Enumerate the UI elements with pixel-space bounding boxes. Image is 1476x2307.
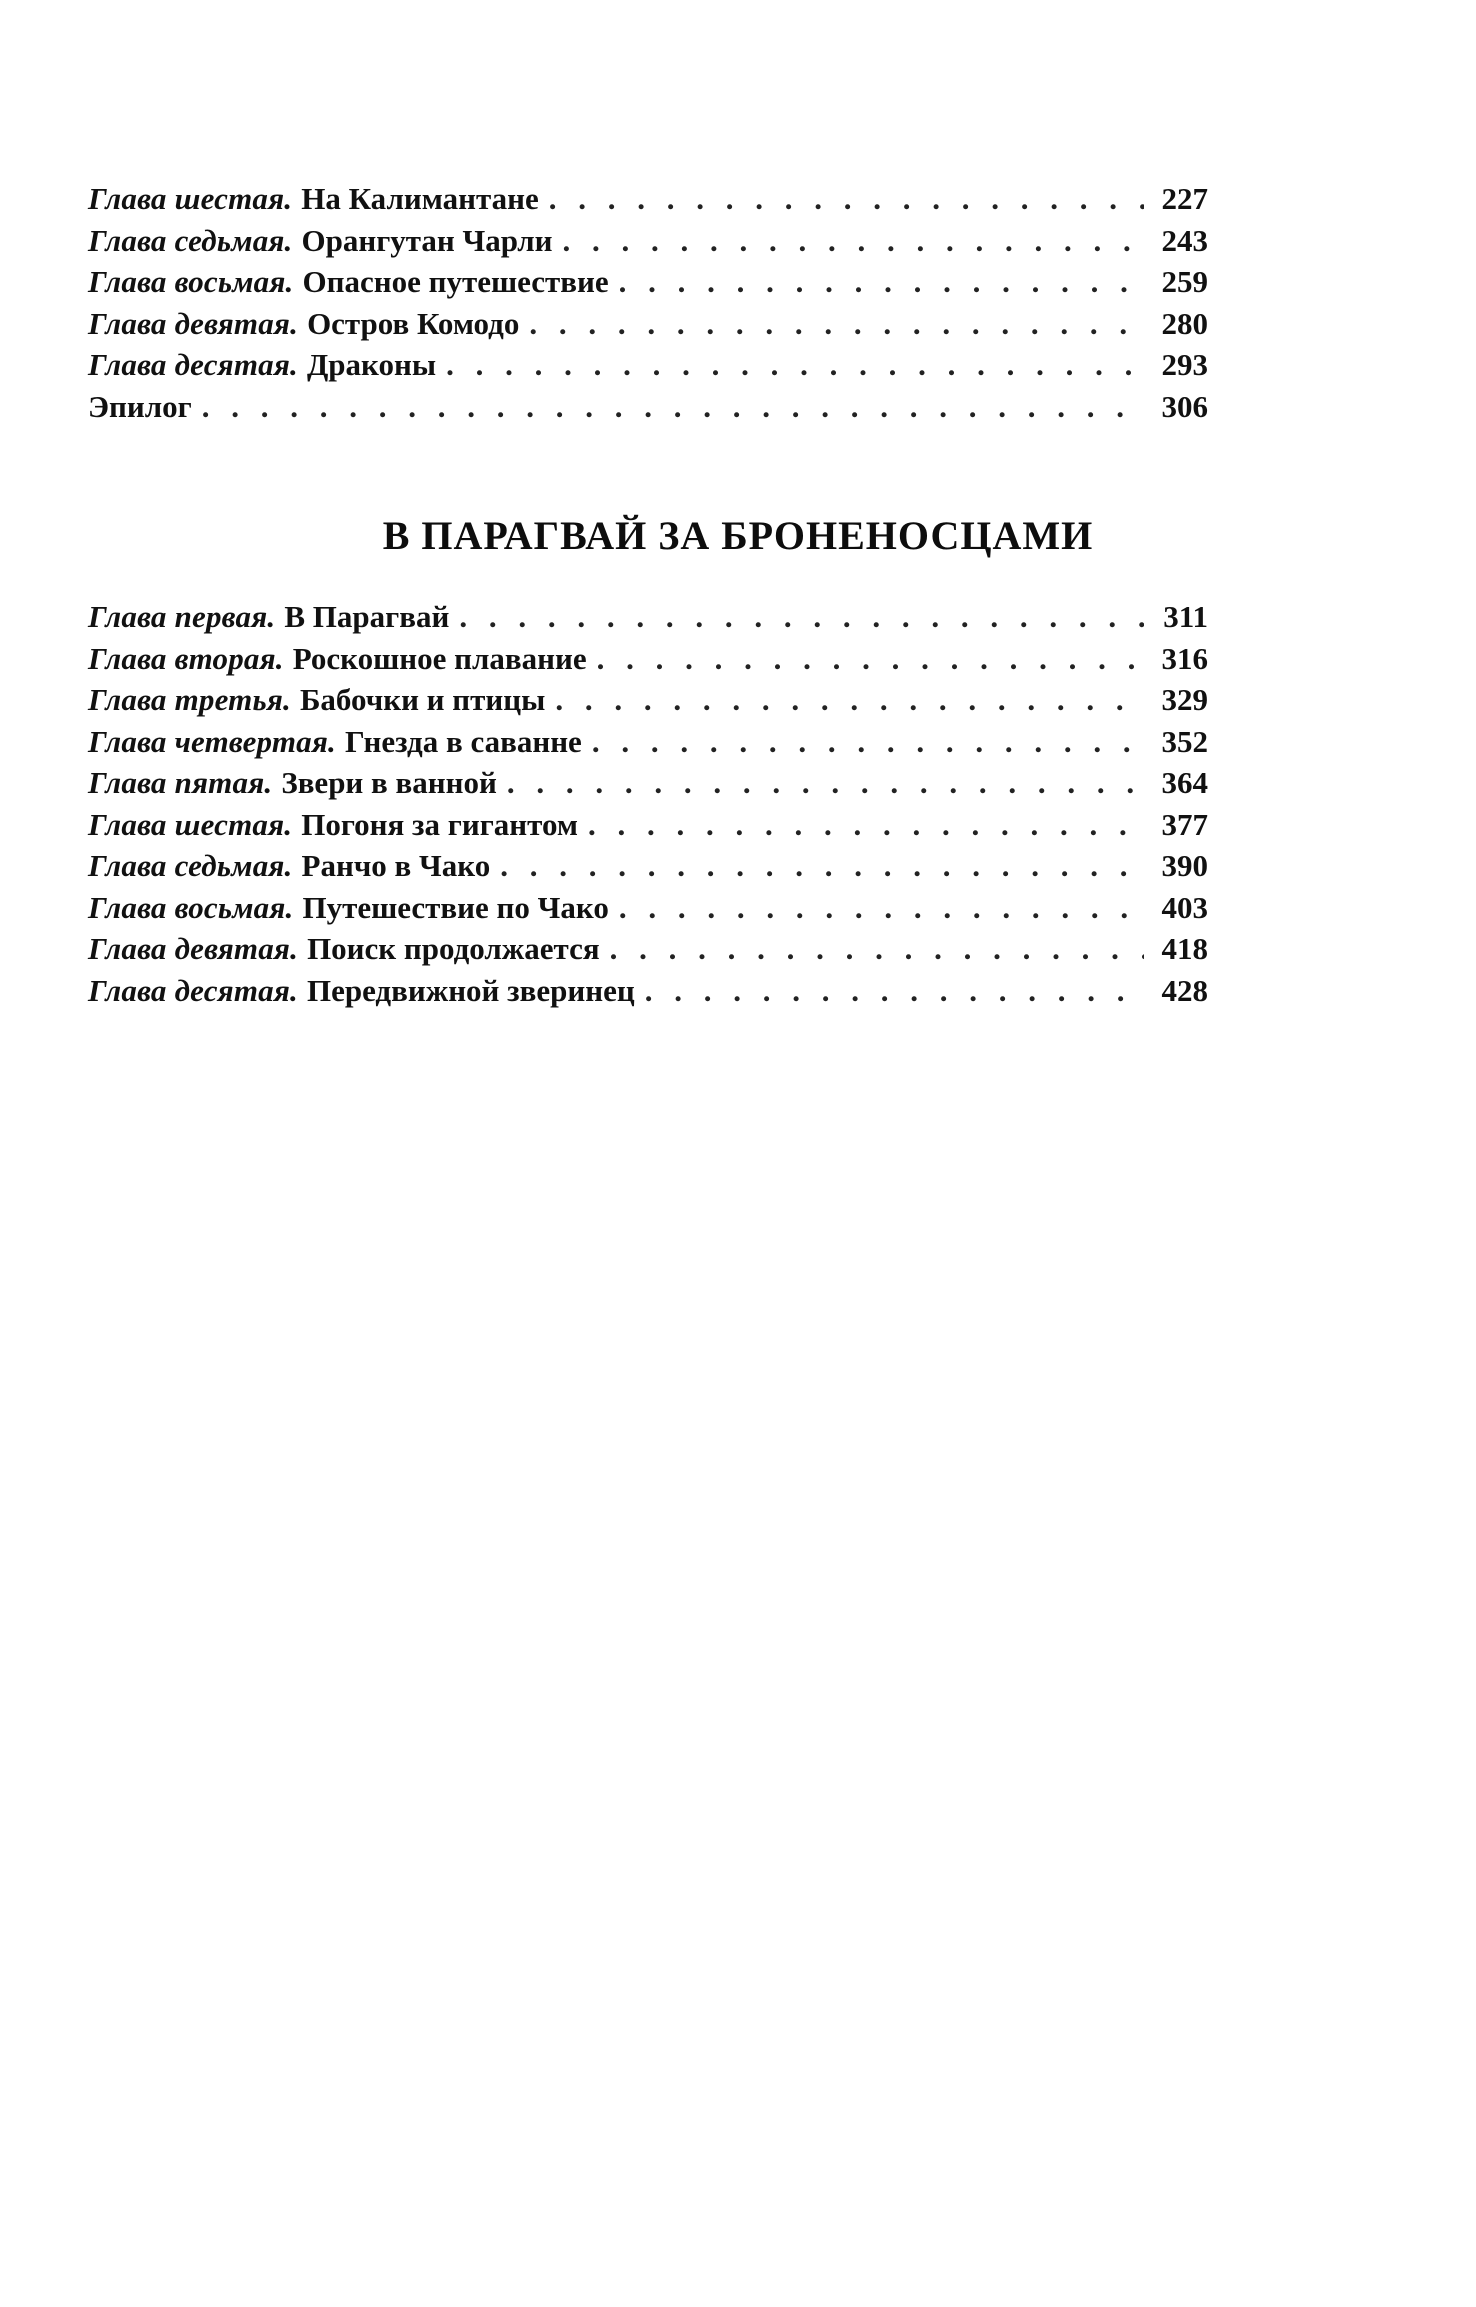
dot-leader	[592, 721, 1144, 763]
chapter-label: Глава шестая.	[88, 806, 293, 842]
page-number: 306	[1161, 388, 1208, 424]
page-number: 428	[1161, 972, 1208, 1008]
toc-entry	[88, 178, 1208, 220]
page-number: 403	[1161, 889, 1208, 925]
chapter-label: Глава девятая.	[88, 931, 299, 966]
page-number: 329	[1161, 682, 1208, 717]
chapter-title: Гнезда в саванне	[344, 723, 582, 759]
page-number: 418	[1161, 931, 1208, 966]
chapter-label: Глава пятая.	[88, 765, 273, 800]
toc-entry	[88, 887, 1208, 929]
dot-leader	[549, 178, 1144, 220]
toc-entry	[88, 344, 1208, 386]
chapter-title: Орангутан Чарли	[301, 222, 553, 258]
chapter-label: Глава седьмая.	[88, 222, 293, 258]
chapter-title: Передвижной зверинец	[306, 972, 635, 1008]
dot-leader	[619, 887, 1144, 929]
page-number: 311	[1163, 599, 1208, 634]
toc-entry	[88, 970, 1208, 1012]
toc-entry	[88, 804, 1208, 846]
page-number: 390	[1161, 848, 1208, 883]
chapter-label: Глава четвертая.	[88, 723, 336, 759]
page-number: 259	[1161, 264, 1208, 299]
chapter-title: Звери в ванной	[281, 765, 497, 800]
page-number: 316	[1161, 640, 1208, 676]
chapter-title: Бабочки и птицы	[299, 682, 546, 717]
dot-leader	[459, 596, 1144, 638]
toc-part-one	[88, 178, 1208, 427]
toc-entry	[88, 721, 1208, 763]
chapter-title: Драконы	[306, 347, 437, 382]
toc-entry-epilogue	[88, 386, 1208, 428]
chapter-title: Погоня за гигантом	[301, 806, 578, 842]
section-heading: В ПАРАГВАЙ ЗА БРОНЕНОСЦАМИ	[382, 513, 1094, 558]
page-number: 280	[1161, 305, 1208, 341]
toc-entry	[88, 928, 1208, 970]
toc-entry	[88, 261, 1208, 303]
chapter-label: Глава восьмая.	[88, 264, 294, 299]
chapter-title: В Парагвай	[284, 599, 450, 634]
dot-leader	[529, 303, 1144, 345]
chapter-title: Остров Комодо	[307, 305, 520, 341]
toc-entry	[88, 303, 1208, 345]
page-number: 293	[1161, 347, 1208, 382]
dot-leader	[597, 638, 1144, 680]
chapter-title: Роскошное плавание	[292, 640, 587, 676]
chapter-title: Поиск продолжается	[307, 931, 600, 966]
chapter-title: На Калимантане	[301, 181, 539, 216]
chapter-label: Глава шестая.	[88, 181, 293, 216]
dot-leader	[500, 845, 1144, 887]
toc-entry	[88, 220, 1208, 262]
page-number: 377	[1161, 806, 1208, 842]
page-number: 227	[1161, 181, 1208, 216]
chapter-title: Опасное путешествие	[302, 264, 609, 299]
page-number: 364	[1161, 765, 1208, 800]
chapter-title: Эпилог	[88, 388, 192, 424]
toc-entry	[88, 845, 1208, 887]
toc-entry	[88, 762, 1208, 804]
chapter-label: Глава восьмая.	[88, 889, 294, 925]
dot-leader	[645, 970, 1144, 1012]
chapter-label: Глава седьмая.	[88, 848, 293, 883]
chapter-label: Глава третья.	[88, 682, 291, 717]
dot-leader	[446, 344, 1144, 386]
page-number: 352	[1161, 723, 1208, 759]
chapter-label: Глава вторая.	[88, 640, 284, 676]
page-number: 243	[1161, 222, 1208, 258]
dot-leader	[202, 386, 1144, 428]
toc-entry	[88, 638, 1208, 680]
dot-leader	[619, 261, 1144, 303]
chapter-label: Глава десятая.	[88, 347, 298, 382]
toc-entry	[88, 679, 1208, 721]
toc-part-two	[88, 596, 1208, 1011]
dot-leader	[507, 762, 1144, 804]
toc-entry	[88, 596, 1208, 638]
dot-leader	[555, 679, 1144, 721]
dot-leader	[563, 220, 1145, 262]
chapter-label: Глава первая.	[88, 599, 276, 634]
dot-leader	[588, 804, 1144, 846]
chapter-label: Глава десятая.	[88, 972, 298, 1008]
chapter-title: Ранчо в Чако	[301, 848, 491, 883]
chapter-label: Глава девятая.	[88, 305, 299, 341]
dot-leader	[610, 928, 1144, 970]
chapter-title: Путешествие по Чако	[302, 889, 609, 925]
